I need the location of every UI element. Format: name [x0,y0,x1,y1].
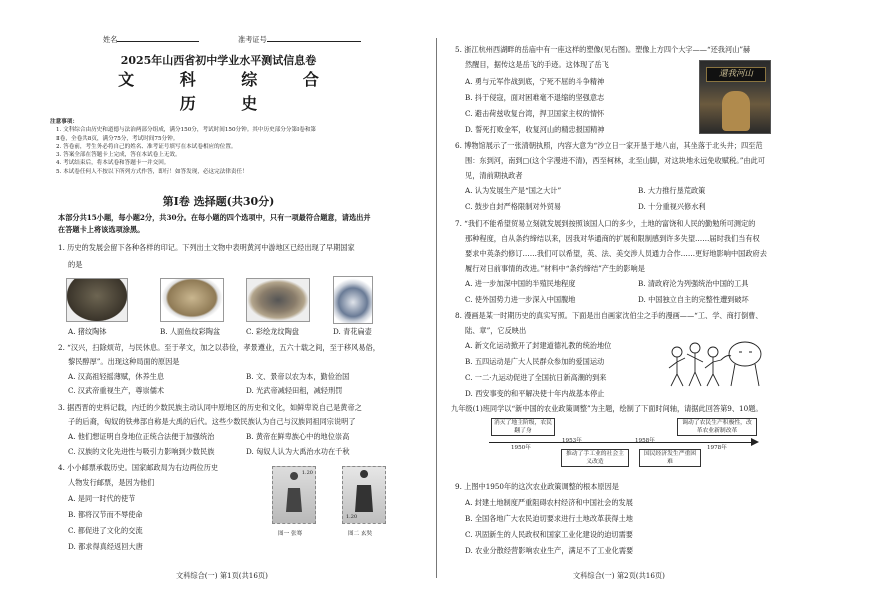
q4-option-b[interactable]: B. 都将汉节而不辱使命 [68,510,143,519]
q3-option-a[interactable]: A. 他们想证明自身地位正统合法便于加强统治 [68,432,215,441]
q3-option-d[interactable]: D. 匈奴人认为大禹治水功在千秋 [246,447,350,456]
section-instructions: 在答题卡上将该选项涂黑。 [58,225,145,234]
exam-number-blank[interactable] [267,34,361,42]
q6-option-a[interactable]: A. 认为发展生产是“国之大计” [465,186,562,195]
page-footer-left: 文科综合(一) 第1页(共16页) [176,571,268,580]
question-1-stem: 1. 历史的发展会留下各种各样的印记。下列出土文物中表明黄河中游地区已经出现了早期国家 [58,243,355,252]
section-title: 第Ⅰ卷 选择题(共30分) [162,195,275,208]
yue-fei-statue-image [699,60,771,134]
q8-option-b[interactable]: B. 五四运动是广大人民群众参加的爱国运动 [465,357,605,366]
artifact-image-dragon-plate [246,278,310,322]
question-6-stem: 见，清前期执政者 [465,171,523,180]
q9-option-d[interactable]: D. 农业分散经营影响农业生产，满足不了工业化需要 [465,546,634,555]
stamp-xuanzang [342,466,386,524]
year-label: 1950年 [511,445,531,451]
question-5-stem: 5. 浙江杭州西湖畔的岳庙中有一座这样的塑像(见右图)。塑像上方四个大字——“还我河山”赫 [455,45,751,54]
stamp-1-value: 1.20 [301,470,313,476]
note-line: 2. 答卷前，考生务必将自己的姓名、准考证号填写在本试卷相应的位置。 [56,143,237,150]
cartoon-illustration [665,332,769,394]
q9-option-b[interactable]: B. 全国各地广大农民迫切要求进行土地改革获得土地 [465,514,633,523]
q5-option-a[interactable]: A. 勇与元军作战到底，宁死不屈的斗争精神 [465,77,605,86]
question-3-stem: 3. 据西晋的史料记载，内迁的少数民族主动认同中原地区的历史和文化，如鲜卑说自己是黄帝之 [58,403,362,412]
q5-option-d[interactable]: D. 誓死打败金军，收复河山的精忠报国精神 [465,125,605,134]
q5-option-b[interactable]: B. 抖于侵寇，面对困难毫不退缩的坚强意志 [465,93,605,102]
stamp-caption-1: 图一 张骞 [278,531,303,537]
q4-option-c[interactable]: C. 都促进了文化的交流 [68,526,143,535]
statue-figure [722,91,750,131]
timeline-arrow-icon [751,438,759,446]
q3-option-b[interactable]: B. 黄帝在鲜卑族心中的地位崇高 [246,432,350,441]
subject-title: 文 科 综 合 [118,70,339,89]
artifact-image-face-basin [160,278,224,322]
q5-option-c[interactable]: C. 避击荷兹收复台湾，捍卫国家主权的情怀 [465,109,605,118]
timeline-event-1953: 推动了手工业的社会主义改造 [561,449,629,467]
timeline-event-1950: 消灭了地主阶级，农民翻了身 [491,418,555,436]
question-4-stem: 人物发行邮票，是因为他们 [68,478,155,487]
q2-option-b[interactable]: B. 文、景帝以农为本，勤俭治国 [246,372,350,381]
question-9-stem: 9. 上图中1950年的这次农业政策调整的根本原因是 [455,482,619,491]
note-line: 1. 文科综合由历史和道德与法治两部分组成，满分150分，考试时间150分钟。其中历史部分分第Ⅰ卷和第 [56,127,317,134]
q6-option-b[interactable]: B. 大力推行垦荒政策 [638,186,706,195]
q8-option-d[interactable]: D. 西安事变的和平解决使十年内战基本停止 [465,389,605,398]
stamp-2-value: 1.20 [346,513,358,520]
note-line: 5. 本试卷任何人不按以下所列方式作答，即行！如答发现，必这完法律责任！ [56,168,248,175]
q4-option-a[interactable]: A. 是同一时代的使节 [68,494,136,503]
calligraphy-plaque: 還我河山 [706,67,766,82]
timeline [489,418,769,474]
question-2-stem: 2. “汉兴，扫除烦苛，与民休息。至于孝文，加之以恭俭，孝景遵业，五六十载之间，至于移风易俗， [58,343,380,352]
page-footer-right: 文科综合(一) 第2页(共16页) [573,571,665,580]
q2-option-a[interactable]: A. 汉高祖轻摇薄赋，休养生息 [68,372,165,381]
q7-option-c[interactable]: C. 使外国势力进一步深入中国腹地 [465,295,576,304]
notes-heading: 注意事项： [50,119,78,125]
timeline-event-1978: 调动了农民生产积极性，改革农业新制改革 [677,418,757,436]
q1-option-b[interactable]: B. 人面鱼纹彩陶盆 [160,327,221,336]
artifact-image-flask [333,276,373,324]
q7-option-a[interactable]: A. 进一步加深中国的半殖民地程度 [465,279,576,288]
q8-option-c[interactable]: C. 一二·九运动促进了全国抗日新高潮的到来 [465,373,607,382]
question-8-stem: 陆、章”，它反映出 [465,326,527,335]
note-line: 4. 考试结束后，将本试卷和答题卡一并交回。 [56,160,170,167]
q2-option-d[interactable]: D. 光武帝减轻田租，减轻刑罚 [246,386,343,395]
question-2-stem: 黎民醇厚”。出现这种局面的原因是 [68,357,180,366]
year-label: 1953年 [562,438,582,444]
stamp-caption-2: 图二 玄奘 [348,531,373,537]
artifact-image-pig-bowl [66,278,128,322]
question-6-stem: 围：东到河，南到□(这个字漫进不清)，西至柯林，北至山脚，对这块地永远免收赋税。”由此可 [465,156,765,165]
right-page [437,0,870,595]
note-line: Ⅱ卷，全卷共8页，满分75分，考试时间75分钟。 [56,135,179,142]
question-6-stem: 6. 博物馆展示了一张清朝执照，内容大意为“沙立日一家开垦于地八亩，其坐落于北头井；四至范 [455,141,763,150]
exam-number-field [238,34,361,45]
year-label: 1958年 [635,438,655,444]
exam-title: 2025年山西省初中学业水平测试信息卷 [120,54,317,67]
figure-icon [274,472,314,522]
question-7-stem: 那种程度，自从条约缔结以来，因我对华通商的扩展和限制感到许多失望……届时我们当有权 [465,234,760,243]
timeline-axis [489,442,755,443]
q6-option-c[interactable]: C. 鼓步自封严格限制对外贸易 [465,202,562,211]
stamp-zhang-qian [272,466,316,524]
q2-option-c[interactable]: C. 汉武帝重视生产，尊崇儒术 [68,386,165,395]
timeline-event-1958: 国民经济发生严重困难 [639,449,701,467]
question-4-stem: 4. 小小邮票承载历史。国家邮政局为右边两位历史 [58,463,219,472]
q4-option-d[interactable]: D. 都求得真经返回大唐 [68,542,143,551]
name-blank[interactable] [117,34,199,42]
name-field [103,34,199,45]
question-8-stem: 8. 漫画是某一时期历史的真实写照。下面是出自画家沈伯尘之手的漫画——“工、学、商打倒曹、 [455,311,763,320]
note-line: 3. 答案全部在答题卡上完成，答在本试卷上无效。 [56,152,181,159]
notes-block [50,118,317,176]
q1-option-a[interactable]: A. 猪纹陶钵 [68,327,107,336]
name-label: 姓名 [103,35,118,44]
year-label: 1978年 [707,445,727,451]
q7-option-d[interactable]: D. 中国独立自主的完整性遭到破坏 [638,295,749,304]
question-7-stem: 7. “我们不能希望贸易立刻就发展到按照该国人口的多少，土地的富饶和人民的勤勉所可测定的 [455,219,756,228]
q1-option-d[interactable]: D. 青花扁壶 [333,327,372,336]
q1-option-c[interactable]: C. 彩绘龙纹陶盘 [246,327,299,336]
q8-option-a[interactable]: A. 新文化运动掀开了封建道德礼教的统治地位 [465,341,612,350]
question-5-stem: 然醒目，据传这是岳飞的手迹。这体现了岳飞 [465,60,609,69]
history-title: 历 史 [179,94,278,113]
exam-number-label: 准考证号 [238,35,267,44]
timeline-intro: 九年级(1)班同学以“新中国的农业政策调整”为主题，绘制了下面时间轴，请据此回答第9、10题。 [451,404,763,413]
question-3-stem: 子的后裔，匈奴的铁弗部自称是大禹的后代。这些少数民族认为自己与汉族同祖同宗说明了 [68,417,356,426]
q9-option-a[interactable]: A. 封建土地制度严重阻碍农村经济和中国社会的发展 [465,498,633,507]
q3-option-c[interactable]: C. 汉族的文化先进性与吸引力影响到少数民族 [68,447,215,456]
q9-option-c[interactable]: C. 巩固新生的人民政权和国家工业化建设的迫切需要 [465,530,633,539]
q7-option-b[interactable]: B. 清政府沦为列强统治中国的工具 [638,279,749,288]
q6-option-d[interactable]: D. 十分重视兴修水利 [638,202,706,211]
question-7-stem: 履行对日前事情的改进。”材料中“条约缔结”产生的影响是 [465,264,645,273]
question-1-stem: 的是 [68,260,83,269]
section-instructions: 本部分共15小题，每小题2分，共30分。在每小题的四个选项中，只有一项最符合题意，请选出并 [58,213,371,222]
question-7-stem: 要求中英条约修订……我们可以希望，英、法、美交涉人员通力合作……更好地影响中国政府去 [465,249,767,258]
